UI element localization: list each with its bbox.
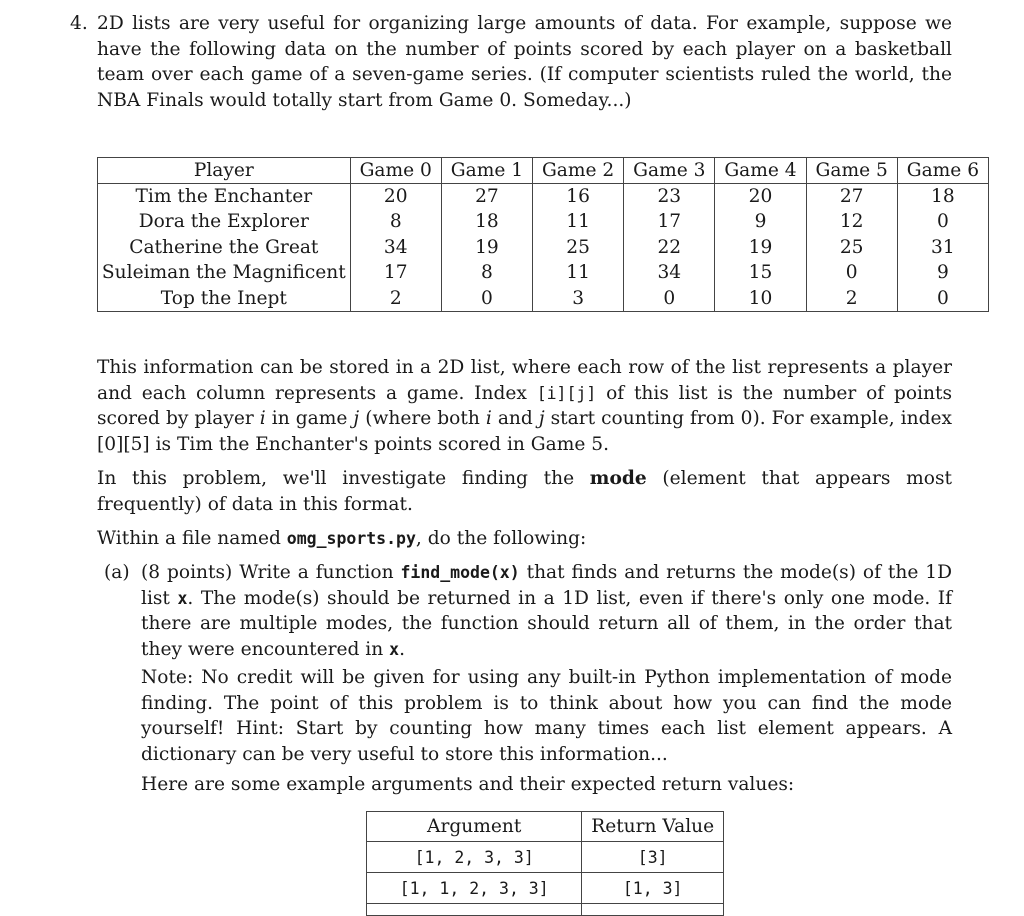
function-signature: find_mode(x): [400, 563, 520, 582]
header-game-4: Game 4: [715, 158, 806, 184]
score-cell: 27: [806, 184, 897, 210]
part-a-paragraph: [141, 560, 952, 662]
problem-number: 4.: [70, 13, 88, 34]
table-row: [367, 842, 724, 873]
intro-paragraph: 2D lists are very useful for organizing large amounts of data. For example, suppose we have the following data on the number of points scored by each player on a basketball team over each game of a seven-game series. (If computer scientists ruled the world, the NBA Finals would totally start from Game 0. Someday...): [97, 13, 952, 111]
header-return-value: Return Value: [582, 812, 724, 842]
score-cell: 2: [350, 286, 441, 312]
score-table-header: [98, 158, 989, 184]
score-cell: 8: [350, 209, 441, 235]
variable-j: j: [538, 408, 545, 430]
score-cell: 0: [441, 286, 532, 312]
score-cell: 34: [350, 235, 441, 261]
header-game-1: Game 1: [441, 158, 532, 184]
score-cell: 2: [806, 286, 897, 312]
variable-i: i: [485, 408, 492, 430]
variable-x: x: [177, 588, 188, 608]
score-cell: 10: [715, 286, 806, 312]
score-cell: 18: [897, 184, 988, 210]
filename-code: omg_sports.py: [286, 529, 416, 548]
header-game-2: Game 2: [533, 158, 624, 184]
player-name: Top the Inept: [98, 286, 351, 312]
table-row: [98, 260, 989, 286]
argument-cell: [1, 1, 2, 3, 3]: [367, 873, 582, 904]
argument-cell: [1, 2, 3, 3]: [367, 842, 582, 873]
score-cell: 0: [806, 260, 897, 286]
text-span: start counting from 0). For example, index [0][5] is Tim the Enchanter's points scored in Game 5.: [97, 408, 952, 455]
text-span: (element that appears most frequently) of data in this format.: [97, 468, 952, 515]
score-cell: 18: [441, 209, 532, 235]
note-paragraph: Note: No credit will be given for using any built-in Python implementation of mode finding. The point of this problem is to think about how you can find the mode yourself! Hint: Start by counting how many times each list element appears. A dictionary can be very useful to store this information...: [141, 667, 952, 765]
table-row: [98, 286, 989, 312]
table-row: [367, 873, 724, 904]
player-name: Catherine the Great: [98, 235, 351, 261]
score-cell: 31: [897, 235, 988, 261]
score-cell: 17: [624, 209, 715, 235]
score-cell: 27: [441, 184, 532, 210]
mode-paragraph: [97, 466, 952, 517]
text-span: and: [491, 408, 539, 430]
part-a-label: (a): [104, 562, 130, 583]
score-cell: 15: [715, 260, 806, 286]
header-argument: Argument: [367, 812, 582, 842]
score-cell: 8: [441, 260, 532, 286]
header-game-6: Game 6: [897, 158, 988, 184]
score-cell: 19: [715, 235, 806, 261]
score-table: [97, 157, 989, 312]
player-name: Suleiman the Magnificent: [98, 260, 351, 286]
score-cell: 19: [441, 235, 532, 261]
table-row: [98, 184, 989, 210]
player-name: Tim the Enchanter: [98, 184, 351, 210]
score-cell: 11: [533, 260, 624, 286]
score-cell: 17: [350, 260, 441, 286]
text-span: of this list is the number of points scored by player: [97, 382, 952, 430]
score-cell: 22: [624, 235, 715, 261]
score-cell: 25: [533, 235, 624, 261]
example-table: [366, 811, 724, 916]
text-span: Within a file named: [97, 528, 287, 549]
text-span: that finds and returns the mode(s) of the 1D list: [141, 562, 952, 609]
score-cell: 20: [715, 184, 806, 210]
example-table-header: [367, 812, 724, 842]
text-span: In this problem, we'll investigate finding the: [97, 468, 590, 489]
score-cell: 9: [715, 209, 806, 235]
table-row: [98, 235, 989, 261]
text-span: . The mode(s) should be returned in a 1D list, even if there's only one mode. If there are multiple modes, the function should return all of them, in the order that they were encountered in: [141, 587, 952, 660]
score-cell: 34: [624, 260, 715, 286]
variable-i: i: [259, 408, 266, 430]
storage-paragraph: [97, 355, 952, 457]
score-cell: 0: [624, 286, 715, 312]
mode-term: mode: [589, 468, 647, 489]
return-value-cell: [1, 3]: [582, 873, 724, 904]
score-cell: 0: [897, 209, 988, 235]
score-cell: 11: [533, 209, 624, 235]
variable-x: x: [389, 639, 400, 659]
score-cell: 16: [533, 184, 624, 210]
score-cell: 0: [897, 286, 988, 312]
score-cell: 9: [897, 260, 988, 286]
header-game-0: Game 0: [350, 158, 441, 184]
score-cell: 20: [350, 184, 441, 210]
file-paragraph: [97, 526, 952, 552]
table-row: [98, 209, 989, 235]
header-game-3: Game 3: [624, 158, 715, 184]
header-game-5: Game 5: [806, 158, 897, 184]
score-cell: 23: [624, 184, 715, 210]
text-span: , do the following:: [415, 528, 587, 549]
score-cell: 12: [806, 209, 897, 235]
examples-intro: Here are some example arguments and their expected return values:: [141, 774, 795, 795]
variable-j: j: [353, 408, 360, 430]
text-span: This information can be stored in a 2D list, where each row of the list represents a player and each column represents a game. Index: [97, 357, 952, 404]
score-cell: 3: [533, 286, 624, 312]
text-span: in game: [265, 408, 354, 430]
text-span: .: [399, 638, 405, 660]
text-span: (8 points) Write a function: [141, 562, 401, 583]
index-code: [i][j]: [536, 383, 597, 403]
return-value-cell: [3]: [582, 842, 724, 873]
text-span: (where both: [359, 408, 486, 430]
score-cell: 25: [806, 235, 897, 261]
header-player: Player: [98, 158, 351, 184]
player-name: Dora the Explorer: [98, 209, 351, 235]
